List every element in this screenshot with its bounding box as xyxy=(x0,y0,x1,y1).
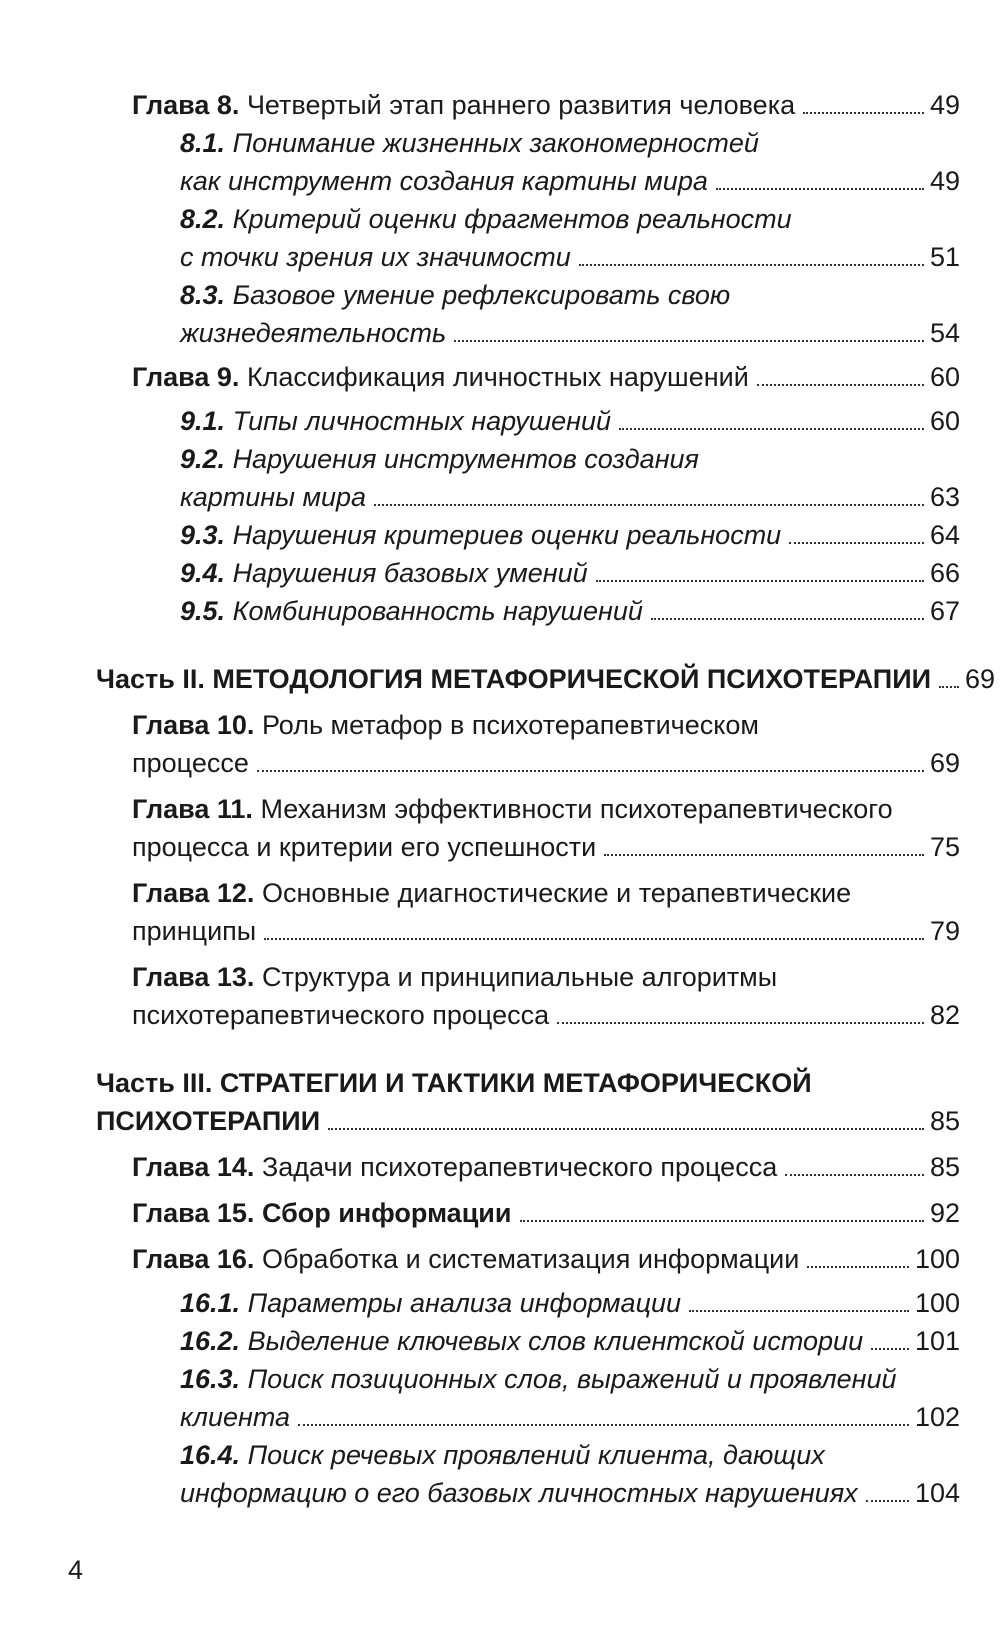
dot-leader xyxy=(579,264,924,266)
part-title: МЕТОДОЛОГИЯ МЕТАФОРИЧЕСКОЙ ПСИХОТЕРАПИИ xyxy=(212,664,932,694)
page-ref: 85 xyxy=(929,1152,960,1182)
toc-entry-section-16-4 xyxy=(96,1436,960,1512)
section-title-line-1: Поиск речевых проявлений клиента, дающих xyxy=(247,1440,825,1470)
toc-entry-section-16-1 xyxy=(96,1284,960,1322)
toc-entry-section-9-3 xyxy=(96,516,960,554)
section-title-line-1: Базовое умение рефлексировать свою xyxy=(232,280,731,310)
page-ref: 92 xyxy=(929,1198,960,1228)
page-ref: 49 xyxy=(929,90,960,120)
page-ref: 104 xyxy=(914,1478,960,1508)
dot-leader xyxy=(807,1266,909,1268)
dot-leader xyxy=(651,618,924,620)
page-ref: 69 xyxy=(965,664,996,694)
dot-leader xyxy=(716,188,924,190)
section-title-line-1: Нарушения инструментов создания xyxy=(232,444,699,474)
chapter-title-line-2: принципы xyxy=(132,916,257,946)
toc-entry-chapter-13 xyxy=(96,958,960,1034)
toc-entry-chapter-14 xyxy=(96,1148,960,1186)
section-number: 9.4. xyxy=(180,558,226,588)
page-ref: 49 xyxy=(929,166,960,196)
section-number: 9.3. xyxy=(180,520,226,550)
toc-entry-chapter-8 xyxy=(96,86,960,124)
dot-leader xyxy=(866,1500,909,1502)
toc-entry-section-9-1 xyxy=(96,402,960,440)
page-ref: 75 xyxy=(929,832,960,862)
section-title-line-2: картины мира xyxy=(180,482,367,512)
dot-leader xyxy=(939,686,959,688)
dot-leader xyxy=(604,854,924,856)
chapter-title: Задачи психотерапевтического процесса xyxy=(261,1152,778,1182)
toc-entry-chapter-12 xyxy=(96,874,960,950)
dot-leader xyxy=(785,1174,924,1176)
dot-leader xyxy=(803,112,924,114)
section-number: 8.1. xyxy=(180,128,226,158)
section-title-line-2: как инструмент создания картины мира xyxy=(180,166,708,196)
section-number: 8.3. xyxy=(180,280,226,310)
dot-leader xyxy=(757,384,924,386)
dot-leader xyxy=(264,938,924,940)
chapter-title-line-1: Роль метафор в психотерапевтическом xyxy=(261,710,759,740)
toc-entry-chapter-10 xyxy=(96,706,960,782)
chapter-label: Глава 10. xyxy=(132,710,255,740)
dot-leader xyxy=(557,1022,924,1024)
page-ref: 66 xyxy=(929,558,960,588)
part-label: Часть III. xyxy=(96,1068,213,1098)
section-title-line-2: с точки зрения их значимости xyxy=(180,242,571,272)
page-ref: 102 xyxy=(914,1402,960,1432)
page-ref: 79 xyxy=(929,916,960,946)
chapter-title: Обработка и систематизация информации xyxy=(261,1244,800,1274)
dot-leader xyxy=(596,580,924,582)
part-label: Часть II. xyxy=(96,664,205,694)
section-title: Параметры анализа информации xyxy=(247,1288,682,1318)
page-ref: 100 xyxy=(914,1244,960,1274)
chapter-title: Классификация личностных нарушений xyxy=(246,362,749,392)
dot-leader xyxy=(520,1220,924,1222)
page-ref: 54 xyxy=(929,318,960,348)
page-ref: 60 xyxy=(929,362,960,392)
dot-leader xyxy=(689,1310,909,1312)
dot-leader xyxy=(298,1424,909,1426)
section-number: 16.2. xyxy=(180,1326,241,1356)
section-title: Комбинированность нарушений xyxy=(232,596,643,626)
chapter-title-line-1: Основные диагностические и терапевтические xyxy=(261,878,852,908)
section-title-line-1: Понимание жизненных закономерностей xyxy=(232,128,759,158)
page-ref: 64 xyxy=(929,520,960,550)
section-title-line-2: информацию о его базовых личностных нарушениях xyxy=(180,1478,858,1508)
page-ref: 69 xyxy=(929,748,960,778)
chapter-title-line-1: Структура и принципиальные алгоритмы xyxy=(261,962,778,992)
chapter-label: Глава 12. xyxy=(132,878,255,908)
chapter-title-line-2: процесса и критерии его успешности xyxy=(132,832,597,862)
dot-leader xyxy=(619,428,924,430)
section-title-line-1: Критерий оценки фрагментов реальности xyxy=(232,204,792,234)
page-ref: 51 xyxy=(929,242,960,272)
toc-entry-part-2 xyxy=(96,660,996,698)
page-ref: 67 xyxy=(929,596,960,626)
page-ref: 101 xyxy=(914,1326,960,1356)
chapter-label: Глава 14. xyxy=(132,1152,255,1182)
dot-leader xyxy=(789,542,924,544)
page-ref: 60 xyxy=(929,406,960,436)
chapter-title: Сбор информации xyxy=(261,1198,512,1228)
toc-entry-section-16-3 xyxy=(96,1360,960,1436)
chapter-label: Глава 15. xyxy=(132,1198,255,1228)
section-title: Нарушения базовых умений xyxy=(232,558,588,588)
toc-entry-section-9-2 xyxy=(96,440,960,516)
dot-leader xyxy=(328,1128,924,1130)
section-number: 9.5. xyxy=(180,596,226,626)
chapter-label: Глава 13. xyxy=(132,962,255,992)
toc-entry-section-8-1 xyxy=(96,124,960,200)
toc-entry-chapter-15 xyxy=(96,1194,960,1232)
section-number: 9.1. xyxy=(180,406,226,436)
section-number: 8.2. xyxy=(180,204,226,234)
toc-entry-section-9-4 xyxy=(96,554,960,592)
page-ref: 100 xyxy=(914,1288,960,1318)
section-title: Выделение ключевых слов клиентской истории xyxy=(247,1326,864,1356)
page-ref: 85 xyxy=(929,1106,960,1136)
chapter-title-line-2: психотерапевтического процесса xyxy=(132,1000,550,1030)
toc-entry-part-3 xyxy=(96,1064,960,1140)
dot-leader xyxy=(257,770,924,772)
table-of-contents xyxy=(96,86,996,1512)
section-title: Нарушения критериев оценки реальности xyxy=(232,520,782,550)
toc-entry-section-8-3 xyxy=(96,276,960,352)
section-title-line-2: жизнедеятельность xyxy=(180,318,447,348)
page-ref: 82 xyxy=(929,1000,960,1030)
chapter-title-line-1: Механизм эффективности психотерапевтического xyxy=(260,794,893,824)
page-number: 4 xyxy=(68,1555,84,1585)
section-title-line-2: клиента xyxy=(180,1402,291,1432)
chapter-title: Четвертый этап раннего развития человека xyxy=(246,90,796,120)
dot-leader xyxy=(871,1348,909,1350)
toc-entry-section-8-2 xyxy=(96,200,960,276)
toc-entry-chapter-9 xyxy=(96,358,960,396)
toc-entry-chapter-11 xyxy=(96,790,960,866)
dot-leader xyxy=(374,504,924,506)
chapter-label: Глава 9. xyxy=(132,362,240,392)
toc-entry-section-16-2 xyxy=(96,1322,960,1360)
section-number: 16.1. xyxy=(180,1288,241,1318)
part-title-line-2: ПСИХОТЕРАПИИ xyxy=(96,1106,321,1136)
part-title-line-1: СТРАТЕГИИ И ТАКТИКИ МЕТАФОРИЧЕСКОЙ xyxy=(219,1068,812,1098)
chapter-label: Глава 16. xyxy=(132,1244,255,1274)
dot-leader xyxy=(454,340,924,342)
section-title: Типы личностных нарушений xyxy=(232,406,612,436)
section-number: 16.4. xyxy=(180,1440,241,1470)
toc-entry-chapter-16 xyxy=(96,1240,960,1278)
section-title-line-1: Поиск позиционных слов, выражений и проявлений xyxy=(247,1364,897,1394)
toc-entry-section-9-5 xyxy=(96,592,960,630)
chapter-label: Глава 8. xyxy=(132,90,240,120)
chapter-title-line-2: процессе xyxy=(132,748,249,778)
section-number: 16.3. xyxy=(180,1364,241,1394)
chapter-label: Глава 11. xyxy=(132,794,253,824)
section-number: 9.2. xyxy=(180,444,226,474)
page-ref: 63 xyxy=(929,482,960,512)
